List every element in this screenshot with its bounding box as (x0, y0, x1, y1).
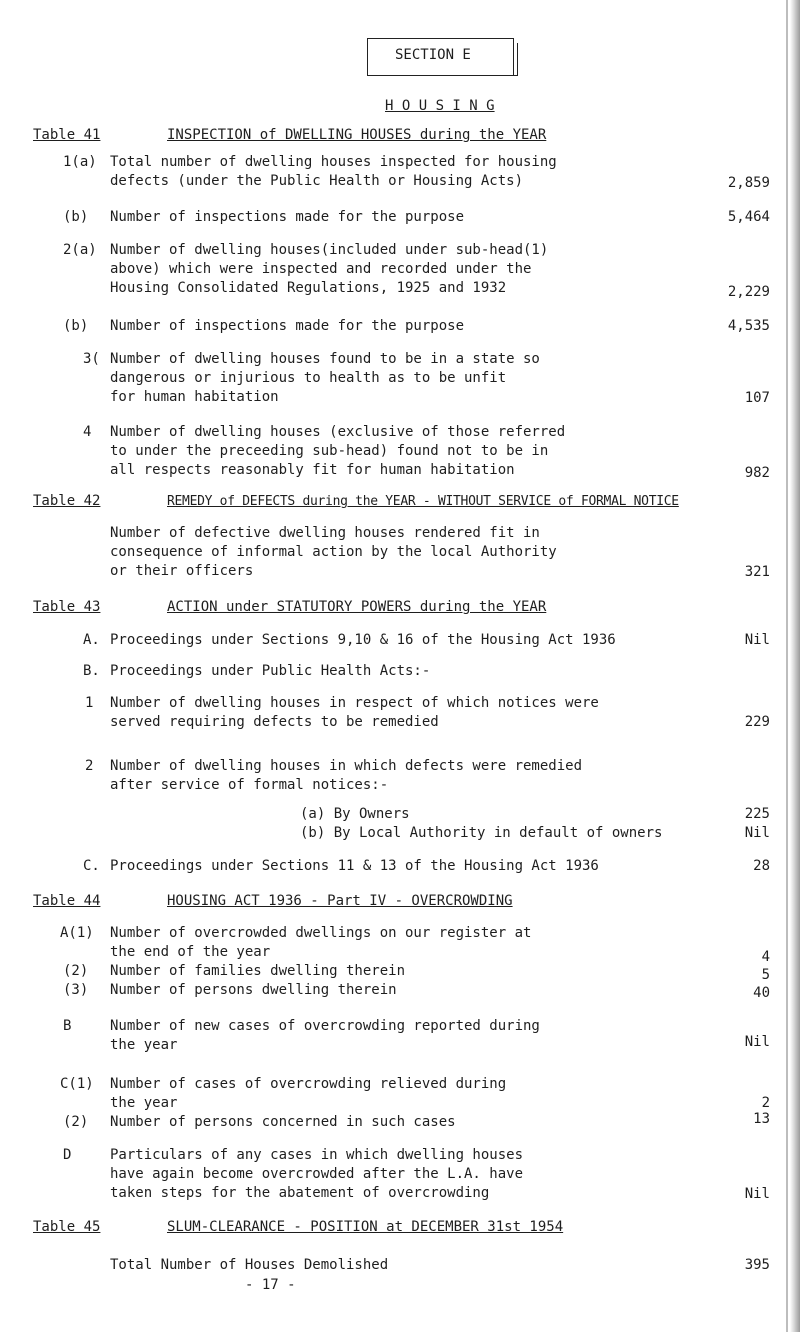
row-value: 4 (761, 949, 770, 965)
row-text: the year (110, 1095, 178, 1111)
row-value: 5 (761, 967, 770, 983)
row-value: 225 (744, 806, 770, 822)
row-text: for human habitation (110, 389, 279, 405)
row-text: (a) By Owners (300, 806, 410, 822)
row-number: 1 (85, 695, 94, 711)
table-42-label: Table 42 (33, 493, 101, 509)
row-text: after service of formal notices:- (110, 777, 389, 793)
row-value: 982 (744, 465, 770, 481)
row-text: (b) By Local Authority in default of owners (300, 825, 663, 841)
row-text: defects (under the Public Health or Housing Acts) (110, 173, 524, 189)
row-number: (3) (63, 982, 89, 998)
table-45-title: SLUM-CLEARANCE - POSITION at DECEMBER 31st 1954 (167, 1219, 564, 1235)
row-text: Number of dwelling houses in respect of which notices were (110, 695, 599, 711)
row-value: 2,229 (727, 284, 770, 300)
row-number: 4 (83, 424, 92, 440)
row-text: Number of inspections made for the purpose (110, 318, 465, 334)
row-text: Number of overcrowded dwellings on our register at (110, 925, 532, 941)
page-heading: H O U S I N G (385, 98, 495, 114)
table-44-label: Table 44 (33, 893, 101, 909)
row-number: 3( (83, 351, 100, 367)
row-value: 2 (761, 1095, 770, 1111)
row-value: 40 (753, 985, 770, 1001)
row-text: served requiring defects to be remedied (110, 714, 439, 730)
row-text: Number of dwelling houses(included under sub-head(1) (110, 242, 549, 258)
page-edge (790, 0, 800, 1332)
row-value: 13 (753, 1111, 770, 1127)
row-text: Proceedings under Sections 9,10 & 16 of the Housing Act 1936 (110, 632, 616, 648)
row-number: C(1) (60, 1076, 94, 1092)
table-43-title: ACTION under STATUTORY POWERS during the YEAR (167, 599, 547, 615)
row-text: all respects reasonably fit for human habitation (110, 462, 515, 478)
row-value: 107 (744, 390, 770, 406)
section-title: SECTION E (395, 47, 471, 63)
row-text: Number of dwelling houses in which defects were remedied (110, 758, 583, 774)
row-text: Number of persons dwelling therein (110, 982, 397, 998)
row-text: Number of dwelling houses (exclusive of those referred (110, 424, 566, 440)
table-42-title: REMEDY of DEFECTS during the YEAR - WITHOUT SERVICE of FORMAL NOTICE (167, 494, 679, 509)
row-text: Total number of dwelling houses inspected for housing (110, 154, 557, 170)
row-text: have again become overcrowded after the L.A. have (110, 1166, 524, 1182)
table-45-label: Table 45 (33, 1219, 101, 1235)
row-number: B. (83, 663, 100, 679)
row-text: Number of inspections made for the purpose (110, 209, 465, 225)
row-number: (2) (63, 963, 89, 979)
row-value: 28 (753, 858, 770, 874)
row-value: Nil (744, 632, 770, 648)
row-value: Nil (744, 1034, 770, 1050)
row-value: 395 (744, 1257, 770, 1273)
row-text: dangerous or injurious to health as to be unfit (110, 370, 507, 386)
row-value: 321 (744, 564, 770, 580)
table-41-label: Table 41 (33, 127, 101, 143)
page-edge-shadow (786, 0, 788, 1332)
row-text: Particulars of any cases in which dwelling houses (110, 1147, 524, 1163)
row-text: Number of defective dwelling houses rendered fit in (110, 525, 540, 541)
row-text: Total Number of Houses Demolished (110, 1257, 389, 1273)
row-number: D (63, 1147, 72, 1163)
row-number: A. (83, 632, 100, 648)
row-value: Nil (744, 825, 770, 841)
row-text: above) which were inspected and recorded under the (110, 261, 532, 277)
row-text: Number of dwelling houses found to be in a state so (110, 351, 540, 367)
row-number: 2(a) (63, 242, 97, 258)
row-value: 5,464 (727, 209, 770, 225)
row-number: B (63, 1018, 72, 1034)
row-text: Number of cases of overcrowding relieved during (110, 1076, 507, 1092)
row-text: consequence of informal action by the local Authority (110, 544, 557, 560)
row-number: (b) (63, 318, 89, 334)
table-44-title: HOUSING ACT 1936 - Part IV - OVERCROWDING (167, 893, 513, 909)
row-value: 229 (744, 714, 770, 730)
row-text: taken steps for the abatement of overcrowding (110, 1185, 490, 1201)
row-text: the end of the year (110, 944, 271, 960)
row-text: Housing Consolidated Regulations, 1925 and 1932 (110, 280, 507, 296)
row-value: 2,859 (727, 175, 770, 191)
row-number: C. (83, 858, 100, 874)
row-number: A(1) (60, 925, 94, 941)
page-number: - 17 - (245, 1277, 296, 1293)
row-text: Number of families dwelling therein (110, 963, 406, 979)
row-value: Nil (744, 1186, 770, 1202)
row-number: (b) (63, 209, 89, 225)
row-text: the year (110, 1037, 178, 1053)
row-text: Proceedings under Sections 11 & 13 of the Housing Act 1936 (110, 858, 599, 874)
table-41-title: INSPECTION of DWELLING HOUSES during the YEAR (167, 127, 547, 143)
row-number: 1(a) (63, 154, 97, 170)
row-number: 2 (85, 758, 94, 774)
row-value: 4,535 (727, 318, 770, 334)
row-number: (2) (63, 1114, 89, 1130)
row-text: to under the preceeding sub-head) found not to be in (110, 443, 549, 459)
table-43-label: Table 43 (33, 599, 101, 615)
row-text: Number of persons concerned in such cases (110, 1114, 456, 1130)
row-text: Number of new cases of overcrowding reported during (110, 1018, 540, 1034)
row-text: or their officers (110, 563, 254, 579)
row-text: Proceedings under Public Health Acts:- (110, 663, 431, 679)
